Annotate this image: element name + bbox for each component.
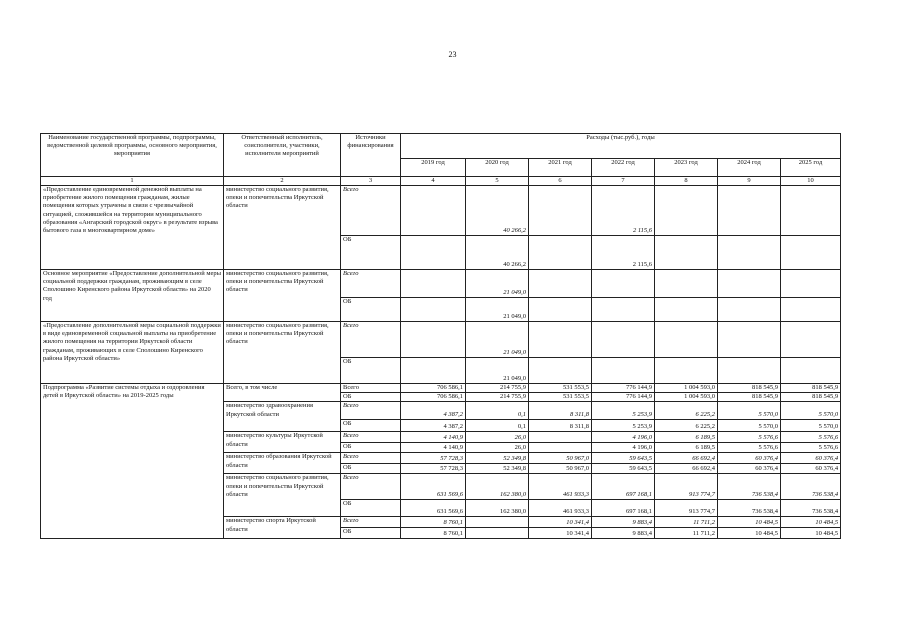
value-cell: 697 168,1	[592, 474, 655, 500]
subprogram-row-total	[41, 384, 841, 393]
column-number: 6	[529, 177, 592, 186]
value-cell: 57 728,3	[401, 453, 466, 464]
value-cell: 818 545,9	[718, 384, 781, 393]
executor-name: министерство образования Иркутской области	[224, 453, 341, 474]
value-cell: 5 576,6	[781, 443, 841, 453]
value-cell: 21 049,0	[466, 358, 529, 384]
column-number: 10	[781, 177, 841, 186]
value-cell	[655, 236, 718, 270]
source-cell: ОБ	[341, 393, 401, 402]
value-cell	[592, 322, 655, 358]
column-number: 2	[224, 177, 341, 186]
value-cell: 5 570,0	[718, 420, 781, 432]
value-cell: 818 545,9	[781, 393, 841, 402]
value-cell: 6 189,5	[655, 443, 718, 453]
value-cell: 10 484,5	[718, 528, 781, 539]
value-cell	[529, 186, 592, 236]
value-cell	[466, 528, 529, 539]
value-cell	[529, 270, 592, 298]
value-cell: 9 883,4	[592, 528, 655, 539]
value-cell	[655, 270, 718, 298]
value-cell	[401, 186, 466, 236]
value-cell: 913 774,7	[655, 474, 718, 500]
value-cell: 697 168,1	[592, 500, 655, 517]
executor-name: министерство спорта Иркутской области	[224, 517, 341, 539]
value-cell: 10 484,5	[781, 528, 841, 539]
value-cell: 162 380,0	[466, 500, 529, 517]
value-cell	[401, 236, 466, 270]
value-cell: 21 049,0	[466, 322, 529, 358]
value-cell: 8 760,1	[401, 528, 466, 539]
source-cell: Всего	[341, 322, 401, 358]
value-cell	[781, 358, 841, 384]
source-cell: Всего	[341, 453, 401, 464]
value-cell: 736 538,4	[718, 500, 781, 517]
value-cell	[529, 298, 592, 322]
value-cell: 57 728,3	[401, 464, 466, 474]
source-cell: ОБ	[341, 443, 401, 453]
value-cell: 40 266,2	[466, 236, 529, 270]
source-cell: ОБ	[341, 464, 401, 474]
value-cell: 52 349,8	[466, 464, 529, 474]
value-cell: 4 140,9	[401, 443, 466, 453]
expenses-table	[40, 133, 841, 539]
source-cell: Всего	[341, 474, 401, 500]
value-cell: 26,0	[466, 443, 529, 453]
source-cell: Всего	[341, 186, 401, 236]
value-cell: 21 049,0	[466, 298, 529, 322]
measure-executor: министерство социального развития, опеки и попечительства Иркутской области	[224, 270, 341, 322]
value-cell: 8 311,8	[529, 420, 592, 432]
value-cell: 0,1	[466, 420, 529, 432]
value-cell: 8 760,1	[401, 517, 466, 528]
value-cell: 59 643,5	[592, 453, 655, 464]
header-year: 2024 год	[718, 159, 781, 177]
source-cell: ОБ	[341, 500, 401, 517]
value-cell	[781, 186, 841, 236]
value-cell	[718, 322, 781, 358]
value-cell: 2 115,6	[592, 236, 655, 270]
value-cell: 4 387,2	[401, 420, 466, 432]
value-cell	[781, 298, 841, 322]
value-cell: 4 196,0	[592, 432, 655, 443]
header-year: 2020 год	[466, 159, 529, 177]
value-cell: 5 570,0	[781, 420, 841, 432]
value-cell: 40 266,2	[466, 186, 529, 236]
value-cell: 461 933,3	[529, 474, 592, 500]
value-cell: 11 711,2	[655, 528, 718, 539]
value-cell: 776 144,9	[592, 393, 655, 402]
value-cell: 4 387,2	[401, 402, 466, 420]
value-cell: 26,0	[466, 432, 529, 443]
source-cell: Всего	[341, 432, 401, 443]
measure-executor: министерство социального развития, опеки и попечительства Иркутской области	[224, 322, 341, 384]
source-cell: ОБ	[341, 358, 401, 384]
value-cell: 706 586,1	[401, 384, 466, 393]
value-cell: 5 570,0	[718, 402, 781, 420]
value-cell: 214 755,9	[466, 384, 529, 393]
value-cell	[655, 186, 718, 236]
value-cell: 50 967,0	[529, 453, 592, 464]
value-cell	[718, 298, 781, 322]
source-cell: Всего	[341, 517, 401, 528]
value-cell: 4 196,0	[592, 443, 655, 453]
value-cell: 66 692,4	[655, 464, 718, 474]
value-cell: 706 586,1	[401, 393, 466, 402]
value-cell	[529, 322, 592, 358]
value-cell: 59 643,5	[592, 464, 655, 474]
value-cell	[781, 322, 841, 358]
value-cell: 21 049,0	[466, 270, 529, 298]
source-cell: ОБ	[341, 420, 401, 432]
value-cell	[655, 322, 718, 358]
measure-name: Основное мероприятие «Предоставление дополнительной меры социальной поддержки гражданам, проживающим в селе Сполошино Киренского района Иркутской области» на 2020 год	[41, 270, 224, 322]
measure-row-total	[41, 270, 841, 298]
source-cell: ОБ	[341, 528, 401, 539]
source-cell: Всего	[341, 402, 401, 420]
value-cell: 9 883,4	[592, 517, 655, 528]
measure-executor: министерство социального развития, опеки и попечительства Иркутской области	[224, 186, 341, 270]
value-cell: 6 225,2	[655, 420, 718, 432]
executor-name: министерство культуры Иркутской области	[224, 432, 341, 453]
value-cell: 631 569,6	[401, 500, 466, 517]
value-cell	[466, 517, 529, 528]
value-cell: 2 115,6	[592, 186, 655, 236]
header-name: Наименование государственной программы, подпрограммы, ведомственной целевой программы, основного мероприятия, мероприятия	[41, 134, 224, 177]
value-cell: 461 933,3	[529, 500, 592, 517]
value-cell	[529, 236, 592, 270]
value-cell: 5 576,6	[781, 432, 841, 443]
subprogram-name: Подпрограмма «Развитие системы отдыха и оздоровления детей в Иркутской области» на 2019-2025 годы	[41, 384, 224, 539]
value-cell	[718, 186, 781, 236]
value-cell: 10 484,5	[781, 517, 841, 528]
value-cell	[401, 322, 466, 358]
value-cell	[781, 236, 841, 270]
measure-name: «Предоставление дополнительной меры социальной поддержки в виде единовременной социальной выплаты на приобретение жилого помещения на территории Иркутской области гражданам, проживающих в селе Сполошино Киренского района Иркутской области»	[41, 322, 224, 384]
value-cell: 5 253,9	[592, 402, 655, 420]
value-cell	[718, 358, 781, 384]
value-cell: 736 538,4	[781, 500, 841, 517]
column-number: 5	[466, 177, 529, 186]
value-cell: 776 144,9	[592, 384, 655, 393]
header-executor: Ответственный исполнитель, соисполнители, участники, исполнители мероприятий	[224, 134, 341, 177]
value-cell	[718, 270, 781, 298]
measure-name: «Предоставление единовременной денежной выплаты на приобретение жилого помещения гражданам, жилые помещения которых утрачены в связи с чрезвычайной ситуацией, сложившейся на территории муниципального образования «Ангарский городской округ» в результате взрыва бытового газа в многоквартирном доме»	[41, 186, 224, 270]
header-year: 2023 год	[655, 159, 718, 177]
value-cell: 631 569,6	[401, 474, 466, 500]
value-cell: 736 538,4	[781, 474, 841, 500]
value-cell: 66 692,4	[655, 453, 718, 464]
value-cell: 818 545,9	[781, 384, 841, 393]
value-cell	[592, 358, 655, 384]
source-cell: ОБ	[341, 298, 401, 322]
value-cell	[401, 358, 466, 384]
value-cell: 818 545,9	[718, 393, 781, 402]
column-number: 8	[655, 177, 718, 186]
header-year: 2022 год	[592, 159, 655, 177]
page-number: 23	[448, 50, 457, 59]
column-number: 9	[718, 177, 781, 186]
value-cell	[401, 270, 466, 298]
value-cell	[401, 298, 466, 322]
executor-name: министерство социального развития, опеки и попечительства Иркутской области	[224, 474, 341, 517]
value-cell: 0,1	[466, 402, 529, 420]
value-cell: 60 376,4	[781, 453, 841, 464]
value-cell: 6 189,5	[655, 432, 718, 443]
header-year: 2025 год	[781, 159, 841, 177]
value-cell	[592, 298, 655, 322]
value-cell: 8 311,8	[529, 402, 592, 420]
value-cell: 736 538,4	[718, 474, 781, 500]
value-cell: 531 553,5	[529, 393, 592, 402]
value-cell	[529, 358, 592, 384]
value-cell: 1 004 593,0	[655, 393, 718, 402]
value-cell: 913 774,7	[655, 500, 718, 517]
value-cell: 5 253,9	[592, 420, 655, 432]
value-cell: 11 711,2	[655, 517, 718, 528]
value-cell: 10 341,4	[529, 517, 592, 528]
measure-row-total	[41, 322, 841, 358]
value-cell	[529, 432, 592, 443]
column-number: 3	[341, 177, 401, 186]
column-number: 4	[401, 177, 466, 186]
value-cell	[592, 270, 655, 298]
value-cell: 60 376,4	[718, 464, 781, 474]
value-cell: 162 380,0	[466, 474, 529, 500]
value-cell: 10 341,4	[529, 528, 592, 539]
value-cell: 52 349,8	[466, 453, 529, 464]
value-cell: 50 967,0	[529, 464, 592, 474]
header-source: Источники финансирования	[341, 134, 401, 177]
value-cell: 531 553,5	[529, 384, 592, 393]
header-year: 2019 год	[401, 159, 466, 177]
source-cell: Всего	[341, 270, 401, 298]
source-cell: Всего	[341, 384, 401, 393]
header-expenses: Расходы (тыс.руб.), годы	[401, 134, 841, 159]
source-cell: ОБ	[341, 236, 401, 270]
value-cell	[718, 236, 781, 270]
value-cell	[529, 443, 592, 453]
value-cell: 6 225,2	[655, 402, 718, 420]
executor-name: министерство здравоохранения Иркутской области	[224, 402, 341, 432]
value-cell: 4 140,9	[401, 432, 466, 443]
value-cell	[655, 358, 718, 384]
column-number: 7	[592, 177, 655, 186]
subprogram-executor-total: Всего, в том числе	[224, 384, 341, 402]
column-numbers-row	[41, 177, 841, 186]
value-cell: 60 376,4	[781, 464, 841, 474]
value-cell: 60 376,4	[718, 453, 781, 464]
measure-row-total	[41, 186, 841, 236]
value-cell: 5 570,0	[781, 402, 841, 420]
value-cell: 214 755,9	[466, 393, 529, 402]
column-number: 1	[41, 177, 224, 186]
header-year: 2021 год	[529, 159, 592, 177]
value-cell: 5 576,6	[718, 443, 781, 453]
value-cell: 1 004 593,0	[655, 384, 718, 393]
value-cell: 5 576,6	[718, 432, 781, 443]
value-cell	[655, 298, 718, 322]
value-cell: 10 484,5	[718, 517, 781, 528]
value-cell	[781, 270, 841, 298]
